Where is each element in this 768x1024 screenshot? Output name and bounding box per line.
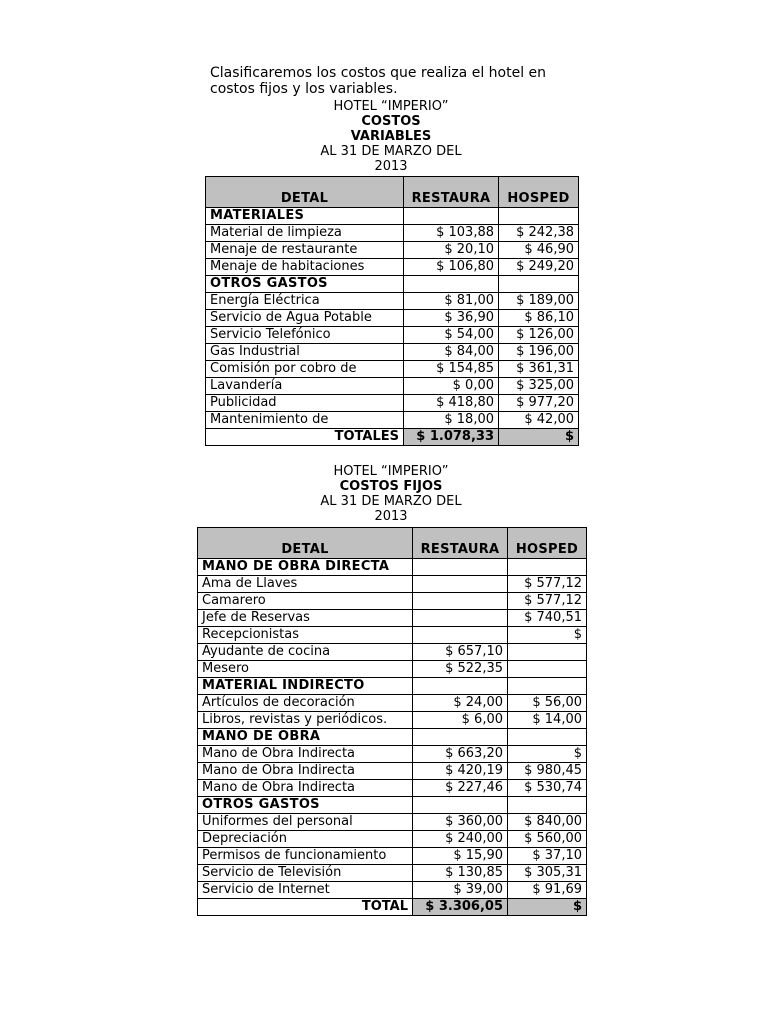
col-restaurant-header: RESTAURA bbox=[413, 528, 508, 559]
row-label: Uniformes del personal bbox=[198, 814, 413, 831]
total-restaurant: $ 3.306,05 bbox=[413, 899, 508, 916]
section-row bbox=[206, 208, 579, 225]
row-label: Ama de Llaves bbox=[198, 576, 413, 593]
hotel-name: HOTEL “IMPERIO” bbox=[333, 464, 449, 479]
restaurant-value: $ 130,85 bbox=[413, 865, 508, 882]
restaurant-value: $ 81,00 bbox=[404, 293, 499, 310]
lodging-value: $ 530,74 bbox=[508, 780, 587, 797]
lodging-value bbox=[499, 276, 579, 293]
row-label: Publicidad bbox=[206, 395, 404, 412]
row-label: OTROS GASTOS bbox=[206, 276, 404, 293]
restaurant-value: $ 360,00 bbox=[413, 814, 508, 831]
lodging-value bbox=[508, 644, 587, 661]
date-line-2: 2013 bbox=[374, 159, 408, 174]
restaurant-value: $ 420,19 bbox=[413, 763, 508, 780]
lodging-value bbox=[508, 729, 587, 746]
header-row bbox=[206, 177, 579, 208]
section-row bbox=[198, 797, 587, 814]
lodging-value: $ 56,00 bbox=[508, 695, 587, 712]
row-label: Mano de Obra Indirecta bbox=[198, 746, 413, 763]
table-row bbox=[198, 763, 587, 780]
header-row bbox=[198, 528, 587, 559]
col-restaurant-header: RESTAURA bbox=[404, 177, 499, 208]
row-label: Depreciación bbox=[198, 831, 413, 848]
col-lodging-header: HOSPED bbox=[508, 528, 587, 559]
row-label: MATERIALES bbox=[206, 208, 404, 225]
lodging-value: $ 189,00 bbox=[499, 293, 579, 310]
lodging-value: $ 86,10 bbox=[499, 310, 579, 327]
table-row bbox=[198, 644, 587, 661]
row-label: Servicio Telefónico bbox=[206, 327, 404, 344]
restaurant-value bbox=[413, 610, 508, 627]
table-row bbox=[206, 327, 579, 344]
restaurant-value bbox=[413, 593, 508, 610]
total-lodging: $ bbox=[508, 899, 587, 916]
row-label: Menaje de habitaciones bbox=[206, 259, 404, 276]
table-row bbox=[198, 593, 587, 610]
intro-paragraph: Clasificaremos los costos que realiza el hotel en costos fijos y los variables. bbox=[210, 65, 547, 97]
section-row bbox=[198, 678, 587, 695]
table-row bbox=[198, 814, 587, 831]
lodging-value: $ 126,00 bbox=[499, 327, 579, 344]
date-line-1: AL 31 DE MARZO DEL bbox=[320, 494, 462, 509]
table-row bbox=[198, 712, 587, 729]
lodging-value: $ 37,10 bbox=[508, 848, 587, 865]
totals-label: TOTAL bbox=[198, 899, 413, 916]
restaurant-value: $ 18,00 bbox=[404, 412, 499, 429]
row-label: Mantenimiento de bbox=[206, 412, 404, 429]
restaurant-value: $ 84,00 bbox=[404, 344, 499, 361]
row-label: Permisos de funcionamiento bbox=[198, 848, 413, 865]
restaurant-value bbox=[413, 576, 508, 593]
fixed-costs-table bbox=[197, 527, 587, 916]
lodging-value bbox=[499, 208, 579, 225]
lodging-value: $ 577,12 bbox=[508, 593, 587, 610]
lodging-value: $ bbox=[508, 746, 587, 763]
table-row bbox=[198, 746, 587, 763]
table-row bbox=[206, 361, 579, 378]
date-line-2: 2013 bbox=[374, 509, 408, 524]
col-detail-header: DETAL bbox=[198, 528, 413, 559]
variable-costs-table bbox=[205, 176, 579, 446]
table-row bbox=[198, 695, 587, 712]
restaurant-value: $ 20,10 bbox=[404, 242, 499, 259]
row-label: Energía Eléctrica bbox=[206, 293, 404, 310]
row-label: Servicio de Internet bbox=[198, 882, 413, 899]
row-label: Mesero bbox=[198, 661, 413, 678]
restaurant-value: $ 227,46 bbox=[413, 780, 508, 797]
table-row bbox=[206, 259, 579, 276]
row-label: Mano de Obra Indirecta bbox=[198, 780, 413, 797]
row-label: Jefe de Reservas bbox=[198, 610, 413, 627]
row-label: Camarero bbox=[198, 593, 413, 610]
restaurant-value: $ 6,00 bbox=[413, 712, 508, 729]
title-line: COSTOS FIJOS bbox=[339, 479, 443, 494]
table-row bbox=[198, 576, 587, 593]
restaurant-value: $ 39,00 bbox=[413, 882, 508, 899]
table-row bbox=[198, 865, 587, 882]
restaurant-value: $ 418,80 bbox=[404, 395, 499, 412]
table-row bbox=[206, 310, 579, 327]
restaurant-value: $ 663,20 bbox=[413, 746, 508, 763]
lodging-value: $ 242,38 bbox=[499, 225, 579, 242]
table-row bbox=[206, 412, 579, 429]
restaurant-value: $ 522,35 bbox=[413, 661, 508, 678]
total-restaurant: $ 1.078,33 bbox=[404, 429, 499, 446]
lodging-value: $ 840,00 bbox=[508, 814, 587, 831]
table-row bbox=[206, 225, 579, 242]
lodging-value: $ 249,20 bbox=[499, 259, 579, 276]
lodging-value bbox=[508, 678, 587, 695]
restaurant-value: $ 15,90 bbox=[413, 848, 508, 865]
row-label: Servicio de Televisión bbox=[198, 865, 413, 882]
lodging-value: $ 361,31 bbox=[499, 361, 579, 378]
row-label: Ayudante de cocina bbox=[198, 644, 413, 661]
restaurant-value: $ 103,88 bbox=[404, 225, 499, 242]
table-row bbox=[206, 293, 579, 310]
restaurant-value bbox=[413, 627, 508, 644]
hotel-name: HOTEL “IMPERIO” bbox=[333, 99, 449, 114]
lodging-value: $ 14,00 bbox=[508, 712, 587, 729]
restaurant-value: $ 240,00 bbox=[413, 831, 508, 848]
section-row bbox=[206, 276, 579, 293]
restaurant-value bbox=[413, 559, 508, 576]
row-label: OTROS GASTOS bbox=[198, 797, 413, 814]
restaurant-value: $ 106,80 bbox=[404, 259, 499, 276]
row-label: Libros, revistas y periódicos. bbox=[198, 712, 413, 729]
lodging-value: $ 46,90 bbox=[499, 242, 579, 259]
lodging-value: $ 560,00 bbox=[508, 831, 587, 848]
row-label: Servicio de Agua Potable bbox=[206, 310, 404, 327]
variable-costs-header bbox=[210, 99, 572, 174]
section-row bbox=[198, 729, 587, 746]
row-label: Recepcionistas bbox=[198, 627, 413, 644]
table-row bbox=[198, 780, 587, 797]
lodging-value: $ 577,12 bbox=[508, 576, 587, 593]
row-label: Material de limpieza bbox=[206, 225, 404, 242]
lodging-value bbox=[508, 797, 587, 814]
restaurant-value: $ 24,00 bbox=[413, 695, 508, 712]
table-row bbox=[198, 831, 587, 848]
restaurant-value bbox=[404, 276, 499, 293]
fixed-costs-header bbox=[210, 464, 572, 524]
section-row bbox=[198, 559, 587, 576]
row-label: Artículos de decoración bbox=[198, 695, 413, 712]
table-row bbox=[198, 627, 587, 644]
total-lodging: $ bbox=[499, 429, 579, 446]
totals-row bbox=[198, 899, 587, 916]
col-lodging-header: HOSPED bbox=[499, 177, 579, 208]
date-line-1: AL 31 DE MARZO DEL bbox=[320, 144, 462, 159]
lodging-value: $ 977,20 bbox=[499, 395, 579, 412]
restaurant-value bbox=[404, 208, 499, 225]
lodging-value: $ 91,69 bbox=[508, 882, 587, 899]
table-row bbox=[198, 848, 587, 865]
lodging-value: $ 196,00 bbox=[499, 344, 579, 361]
restaurant-value: $ 36,90 bbox=[404, 310, 499, 327]
restaurant-value bbox=[413, 797, 508, 814]
row-label: MATERIAL INDIRECTO bbox=[198, 678, 413, 695]
lodging-value bbox=[508, 559, 587, 576]
lodging-value: $ 42,00 bbox=[499, 412, 579, 429]
table-row bbox=[206, 395, 579, 412]
row-label: Lavandería bbox=[206, 378, 404, 395]
totals-row bbox=[206, 429, 579, 446]
title-line-2: VARIABLES bbox=[350, 129, 432, 144]
restaurant-value bbox=[413, 678, 508, 695]
col-detail-header: DETAL bbox=[206, 177, 404, 208]
restaurant-value: $ 657,10 bbox=[413, 644, 508, 661]
row-label: Comisión por cobro de bbox=[206, 361, 404, 378]
row-label: MANO DE OBRA DIRECTA bbox=[198, 559, 413, 576]
table-row bbox=[206, 344, 579, 361]
totals-label: TOTALES bbox=[206, 429, 404, 446]
restaurant-value bbox=[413, 729, 508, 746]
table-row bbox=[206, 242, 579, 259]
lodging-value: $ 740,51 bbox=[508, 610, 587, 627]
lodging-value bbox=[508, 661, 587, 678]
row-label: Mano de Obra Indirecta bbox=[198, 763, 413, 780]
lodging-value: $ bbox=[508, 627, 587, 644]
row-label: MANO DE OBRA bbox=[198, 729, 413, 746]
title-line-1: COSTOS bbox=[361, 114, 421, 129]
restaurant-value: $ 0,00 bbox=[404, 378, 499, 395]
lodging-value: $ 305,31 bbox=[508, 865, 587, 882]
restaurant-value: $ 54,00 bbox=[404, 327, 499, 344]
lodging-value: $ 980,45 bbox=[508, 763, 587, 780]
lodging-value: $ 325,00 bbox=[499, 378, 579, 395]
table-row bbox=[206, 378, 579, 395]
row-label: Gas Industrial bbox=[206, 344, 404, 361]
table-row bbox=[198, 882, 587, 899]
table-row bbox=[198, 661, 587, 678]
table-row bbox=[198, 610, 587, 627]
restaurant-value: $ 154,85 bbox=[404, 361, 499, 378]
row-label: Menaje de restaurante bbox=[206, 242, 404, 259]
